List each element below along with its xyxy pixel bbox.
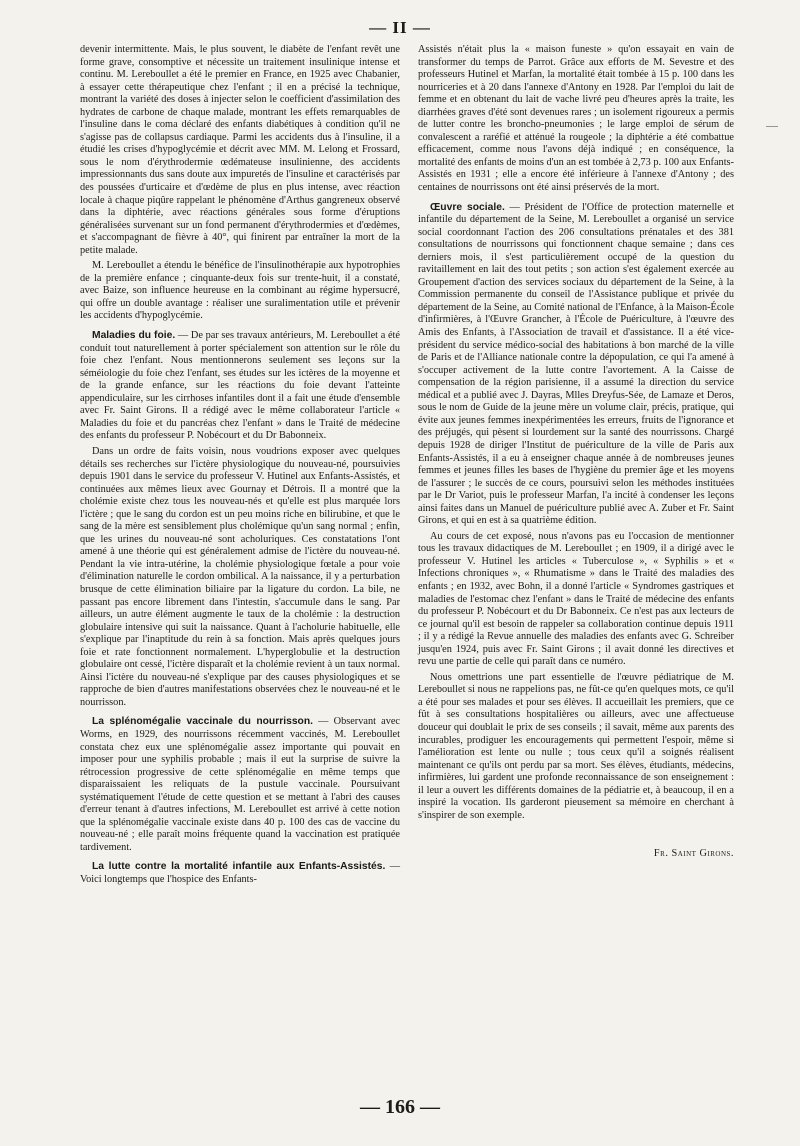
paragraph: Au cours de cet exposé, nous n'avons pas eu l'occasion de mentionner tous les travaux didactiques de M. Lereboullet ; en 1909, il a dirigé avec le professeur V. Hutinel les articles « Tuberculose », « Syphilis » et « Infections chroniques », « Rhumatisme » dans le Traité des maladies des enfants ; en 1932, avec Bohn, il a donné l'article « Syndromes gastriques et maladies de l'estomac chez l'enfant » dans le Traité de médecine des enfants du professeur P. Nobécourt et du Dr Babonneix. Ce n'est pas aux lecteurs de ce journal qu'il est besoin de rappeler sa collaboration continue depuis 1911 ; il y a rédigé la Revue annuelle des maladies des enfants avec G. Schreiber jusqu'en 1924, puis avec Fr. Saint Girons ; il avait donné les directives et revu une partie de celle qui paraît dans ce numéro. bbox=[418, 530, 734, 668]
section-paragraph bbox=[80, 861, 400, 886]
section-heading: Œuvre sociale. bbox=[430, 201, 505, 213]
section-text: — Président de l'Office de protection maternelle et infantile du département de la Seine, M. Lereboullet a organisé un service social coordonnant l'action des 206 consultations prénatales et des 381 consultations de nourrissons qui fonctionnent chaque semaine ; dans ces derniers mois, il s'est particulièrement occupé de la question du ravitaillement en lait des tout petits ; son action s'est également exercée au Groupement d'action des services sociaux du département de la Seine, à la Commission permanente du conseil de l'Assistance publique et privée du département de la Seine, au Comité national de l'Enfance, à la Maison-École d'infirmières, à l'Œuvre Grancher, à l'École de Puériculture, à l'œuvre des Amis des Enfants, à l'Association de travail et d'assistance. Il a été vice-président du service médico-social des habitations à bon marché de la ville de Paris et de l'Alliance nationale contre la dépopulation, ce qui l'a amené à s'occuper activement de la lutte contre l'avortement. A la Caisse de compensation de la région parisienne, il a assumé la direction du service médical et a publié avec J. Dayras, Mlles Dreyfus-Sée, de Lamaze et Deros, sous le nom de Guide de la jeune mère un volume clair, précis, pratique, qui évite aux jeunes femmes inexpérimentées les erreurs, fruits de l'ignorance et des préjugés, qui pèsent si lourdement sur la santé des nourrissons. Chargé depuis 1928 de diriger l'Institut de puériculture de la ville de Paris aux Enfants-Assistés, il a eu à enseigner chaque année à de nombreuses jeunes femmes et jeunes filles les bases de l'hygiène du premier âge et les moyens de l'assurer ; le succès de ce cours, poursuivi selon les méthodes instituées par le Dr Variot, puis le professeur Marfan, l'a incité à condenser les leçons ainsi faites dans un Manuel de puériculture publié avec A. Zuber et Fr. Saint Girons, et qui en est à sa quatrième édition. bbox=[418, 201, 734, 527]
author-signature: Fr. Saint Girons. bbox=[653, 848, 734, 860]
section-text: — Observant avec Worms, en 1929, des nourrissons récemment vaccinés, M. Lereboullet constata chez eux une splénomégalie assez importante qui pouvait en imposer pour une syphilis probable ; mais il eut la surprise de suivre la rétrocession progressive de cette splénomégalie en même temps que disparaissaient les reliquats de la pustule vaccinale. Poursuivant systématiquement l'étude de cette question et se mettant à l'abri des causes d'erreur tenant à d'autres infections, M. Lereboullet est arrivé à cette notion que la splénomégalie vaccinale existe dans 40 p. 100 des cas de vaccine du nouveau-né ; elle paraît moins fréquente quand la vaccination est pratiquée tardivement. bbox=[80, 716, 400, 853]
section-text: — Voici longtemps que l'hospice des Enfants- bbox=[80, 861, 400, 885]
section-heading: La lutte contre la mortalité infantile aux Enfants-Assistés. bbox=[92, 861, 386, 873]
paragraph: Nous omettrions une part essentielle de l'œuvre pédiatrique de M. Lereboullet si nous ne rappelions pas, ne fût-ce qu'en quelques mots, ce qu'il a été pour ses malades et pour ses élèves. Il accueillait les premiers, que ce fût à ses consultations hospitalières ou ailleurs, avec une affectueuse douceur qui doublait le prix de ses conseils ; il savait, même aux parents des incurables, prodiguer les encouragements qui permettent l'espoir, même si l'amélioration est lente ou nulle ; tous ceux qu'il a soignés réalisent maintenant ce qu'ils ont perdu par sa mort. Ses élèves, étudiants, médecins, infirmières, lui gardent une profonde reconnaissance de son enseignement : il leur a ouvert les différents domaines de la pédiatrie et, à beaucoup, il en a inspiré la vocation. Ils garderont pieusement sa mémoire en cherchant à s'inspirer de son exemple. bbox=[418, 671, 734, 821]
section-heading: Maladies du foie. bbox=[92, 330, 176, 342]
left-column bbox=[80, 44, 400, 890]
section-paragraph bbox=[80, 716, 400, 854]
page-header: — II — bbox=[369, 18, 431, 37]
section-paragraph bbox=[80, 330, 400, 443]
paragraph: M. Lereboullet a étendu le bénéfice de l'insulinothérapie aux hypotrophies de la première enfance ; cinquante-deux fois sur trente-huit, il a constaté, avec Baize, son influence heureuse en la combinant au régime hypersucré, qui offre un double avantage : réaliser une suralimentation utile et prévenir les accidents d'hypoglycémie. bbox=[80, 260, 400, 322]
section-heading: La splénomégalie vaccinale du nourrisson. bbox=[92, 716, 313, 728]
paragraph: Dans un ordre de faits voisin, nous voudrions exposer avec quelques détails ses recherches sur l'ictère physiologique du nouveau-né, poursuivies depuis 1901 dans le service du professeur V. Hutinel aux Enfants-Assistés, et continuées aux mêmes lieux avec Gournay et Détrois. Il a montré que la cholémie existe chez tous les nouveau-nés et qu'elle est plus marquée lors l'ictère ; que le sang du cordon est un peu moins riche en bilirubine, et que le sang de la mère est sensiblement plus cholémique qu'un sang normal ; enfin, que les urines du nouveau-né sont acholuriques. Ces constatations l'ont amené à une théorie qui est généralement admise de l'ictère du nouveau-né. Pendant la vie intra-utérine, la cholémie physiologique fœtale a pour voie d'élimination naturelle le cordon ombilical. A la naissance, il y a perturbation brusque de cette élimination biliaire par la ligature du cordon. La bile, ne passant pas encore librement dans l'intestin, s'accumule dans le sang. Par ailleurs, un autre élément augmente le taux de la cholémie : la destruction globulaire intensive qui suit la naissance. Quant à l'acholurie habituelle, elle s'explique par l'inaptitude du rein à sa fonction. Mais après quelques jours foie et rate fonctionnent normalement. L'hyperglobulie et la destruction globulaire ont cessé, l'ictère disparaît et la cholémie revient à un taux normal. Ainsi l'ictère du nouveau-né s'explique par des causes physiologiques et se rapproche de bien d'autres manifestations observées chez le nouveau-né et le nourrisson. bbox=[80, 445, 400, 708]
margin-mark: — bbox=[766, 118, 778, 132]
paragraph: Assistés n'était plus la « maison funeste » qu'on essayait en vain de transformer du temps de Parrot. Grâce aux efforts de M. Sevestre et des professeurs Hutinel et Marfan, la mortalité était tombée à 15 p. 100 dans les nourriceries et à 20 dans l'annexe d'Antony en 1928. Par l'emploi du lait de femme et en obtenant du lait de vache livré peu d'heures après la traite, les diarrhées graves d'été sont devenues rares ; un isolement rigoureux a permis de lutter contre les broncho-pneumonies ; le large emploi de sérum de convalescent a raréfié et atténué la rougeole ; la diphtérie a été combattue efficacement, comme nous l'avons déjà indiqué ; en conséquence, la mortalité des enfants de moins d'un an est tombée à 2,73 p. 100 aux Enfants-Assistés en 1931 ; elle a encore été inférieure à l'annexe d'Antony ; des centaines de nourrissons ont été ainsi préservés de la mort. bbox=[418, 44, 734, 194]
page-number: — 166 — bbox=[360, 1096, 440, 1118]
right-column bbox=[418, 44, 734, 861]
section-text: — De par ses travaux antérieurs, M. Lereboullet a été conduit tout naturellement à porter spécialement son attention sur le rôle du foie chez l'enfant. Nous mentionnerons seulement ses leçons sur la séméiologie du foie chez l'enfant, ses études sur les ictères de la moyenne et de la grande enfance, sur les réactions du foie devant l'atteinte appendiculaire, sur les cirrhoses infantiles dont il a fait une étude d'ensemble avec Fr. Saint Girons. Il a rédigé avec le même collaborateur l'article « Maladies du foie et du pancréas chez l'enfant » dans le Traité de médecine des enfants du professeur P. Nobécourt et du Dr Babonneix. bbox=[80, 330, 400, 442]
section-paragraph bbox=[418, 202, 734, 528]
paragraph: devenir intermittente. Mais, le plus souvent, le diabète de l'enfant revêt une forme grave, consomptive et nécessite un traitement insulinique intense et continu. M. Lereboullet a été le premier en France, en 1925 avec Chabanier, à essayer cette thérapeutique chez l'enfant ; il en a précisé la technique, montrant la variété des doses à injecter selon le coefficient d'assimilation des hydrates de carbone de chaque malade, montrant les effets remarquables de l'insuline dans le coma déclaré des enfants diabétiques à condition qu'il ne s'agisse pas de collapsus cardiaque. Parmi les accidents dus à l'insuline, il a étudié les crises d'hypoglycémie et décrit avec MM. M. Lelong et Frossard, sous le nom d'érythrodermie œdémateuse insulinienne, des accidents impressionnants dus sans doute aux impuretés de l'insuline et caractérisés par des poussées d'urticaire et d'œdème de plus en plus intense, avec réaction locale à chaque piqûre rappelant le phénomène d'Arthus gangreneux observé dans la diphtérie, avec réactions générales sous forme d'éruptions généralisées survenant sur un fond permanent d'érythrodermies et d'œdèmes, et s'accompagnant de fièvre à 40°, qui finirent par entraîner la mort de la petite malade. bbox=[80, 44, 400, 256]
